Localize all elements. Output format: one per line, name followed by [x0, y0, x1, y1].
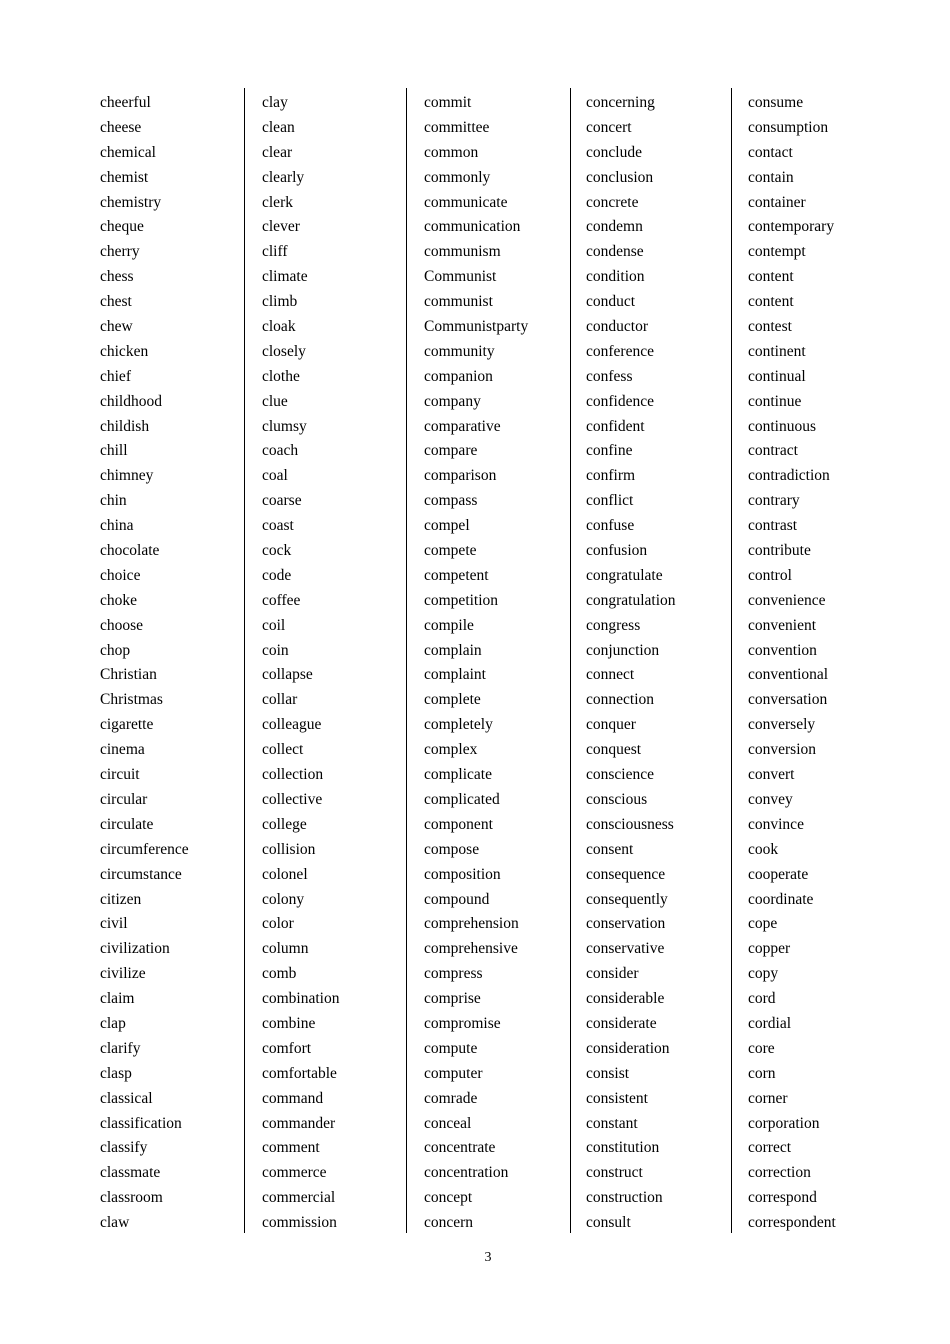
- word-entry: concerning: [586, 94, 655, 111]
- word-entry: citizen: [100, 890, 142, 908]
- word-entry: confusion: [586, 542, 648, 560]
- word-entry: cheese: [100, 118, 142, 136]
- word-entry: convenient: [748, 616, 817, 634]
- word-entry: classroom: [100, 1189, 163, 1207]
- word-entry: collision: [262, 840, 316, 858]
- word-entry: claw: [100, 1214, 130, 1232]
- word-entry: collective: [262, 790, 323, 808]
- word-entry: company: [424, 392, 481, 410]
- word-entry: contact: [748, 143, 793, 161]
- word-entry: collection: [262, 766, 324, 784]
- word-entry: concept: [424, 1189, 473, 1207]
- word-entry: content: [748, 293, 794, 311]
- word-entry: clean: [262, 118, 295, 136]
- word-entry: chill: [100, 442, 128, 460]
- word-entry: civilize: [100, 965, 146, 983]
- word-entry: collect: [262, 741, 304, 759]
- word-entry: conversation: [748, 691, 828, 709]
- word-entry: communication: [424, 218, 521, 236]
- word-entry: cigarette: [100, 716, 154, 734]
- word-entry: confident: [586, 417, 645, 435]
- word-entry: conversely: [748, 716, 816, 734]
- word-entry: convention: [748, 641, 817, 659]
- word-entry: compose: [424, 840, 480, 858]
- word-entry: compare: [424, 442, 478, 460]
- word-entry: choose: [100, 616, 144, 634]
- word-entry: conscience: [586, 766, 654, 784]
- word-entry: competent: [424, 566, 489, 584]
- word-entry: condense: [586, 243, 644, 261]
- word-entry: collar: [262, 691, 298, 709]
- word-entry: construct: [586, 1164, 643, 1182]
- word-entry: conceal: [424, 1114, 472, 1132]
- word-entry: component: [424, 815, 493, 833]
- word-entry: complex: [424, 741, 478, 759]
- word-entry: comparative: [424, 417, 501, 435]
- word-entry: core: [748, 1039, 775, 1057]
- word-entry: concentration: [424, 1164, 509, 1182]
- word-entry: completely: [424, 716, 493, 734]
- word-entry: college: [262, 815, 307, 833]
- word-entry: contribute: [748, 542, 811, 560]
- word-entry: consequence: [586, 865, 666, 883]
- word-list-1: [100, 91, 189, 1236]
- word-entry: common: [424, 143, 479, 161]
- word-entry: composition: [424, 865, 501, 883]
- word-entry: circumstance: [100, 865, 182, 883]
- word-entry: climb: [262, 293, 298, 311]
- word-entry: circulate: [100, 815, 154, 833]
- word-entry: cope: [748, 915, 778, 933]
- word-entry: commerce: [262, 1164, 327, 1182]
- word-entry: compound: [424, 890, 490, 908]
- word-entry: consume: [748, 94, 804, 111]
- word-entry: comprehension: [424, 915, 519, 933]
- word-entry: copy: [748, 965, 779, 983]
- word-entry: compete: [424, 542, 477, 560]
- word-entry: classmate: [100, 1164, 161, 1182]
- word-entry: civil: [100, 915, 128, 933]
- word-entry: circuit: [100, 766, 140, 784]
- word-entry: commission: [262, 1214, 337, 1232]
- word-list-3: [424, 91, 528, 1236]
- word-entry: cord: [748, 990, 776, 1008]
- word-entry: compel: [424, 517, 470, 535]
- word-entry: conductor: [586, 318, 648, 336]
- word-entry: complaint: [424, 666, 486, 684]
- word-entry: coarse: [262, 492, 302, 510]
- word-entry: chest: [100, 293, 132, 311]
- word-entry: computer: [424, 1064, 483, 1082]
- word-entry: clap: [100, 1014, 126, 1032]
- word-entry: continuous: [748, 417, 817, 435]
- word-entry: container: [748, 193, 806, 211]
- word-entry: concern: [424, 1214, 474, 1232]
- word-entry: commander: [262, 1114, 336, 1132]
- word-entry: clay: [262, 94, 288, 111]
- word-entry: chop: [100, 641, 131, 659]
- word-entry: communism: [424, 243, 501, 261]
- word-entry: conclusion: [586, 168, 654, 186]
- word-entry: consult: [586, 1214, 631, 1232]
- word-entry: conclude: [586, 143, 642, 161]
- word-list-2: [262, 91, 340, 1236]
- word-entry: coin: [262, 641, 289, 659]
- word-entry: comprehensive: [424, 940, 518, 958]
- word-entry: chief: [100, 367, 131, 385]
- word-entry: chicken: [100, 342, 149, 360]
- word-entry: copper: [748, 940, 791, 958]
- word-entry: childhood: [100, 392, 162, 410]
- word-entry: consider: [586, 965, 639, 983]
- word-entry: code: [262, 566, 292, 584]
- word-entry: collapse: [262, 666, 313, 684]
- word-entry: chocolate: [100, 542, 160, 560]
- word-entry: continent: [748, 342, 806, 360]
- word-entry: constant: [586, 1114, 638, 1132]
- word-entry: clerk: [262, 193, 293, 211]
- word-entry: conference: [586, 342, 654, 360]
- word-entry: combine: [262, 1014, 316, 1032]
- word-entry: chew: [100, 318, 133, 336]
- word-entry: connection: [586, 691, 655, 709]
- word-entry: cordial: [748, 1014, 792, 1032]
- word-entry: clear: [262, 143, 293, 161]
- word-entry: contradiction: [748, 467, 830, 485]
- word-entry: cheerful: [100, 94, 151, 111]
- word-entry: commit: [424, 94, 472, 111]
- word-entry: connect: [586, 666, 635, 684]
- word-entry: complicated: [424, 790, 500, 808]
- word-entry: chemistry: [100, 193, 162, 211]
- word-entry: consent: [586, 840, 634, 858]
- word-entry: contrary: [748, 492, 800, 510]
- word-entry: classify: [100, 1139, 148, 1157]
- word-entry: consideration: [586, 1039, 670, 1057]
- word-entry: cherry: [100, 243, 140, 261]
- word-column-2: [262, 88, 407, 1233]
- word-entry: civilization: [100, 940, 170, 958]
- word-entry: conquer: [586, 716, 636, 734]
- word-entry: command: [262, 1089, 324, 1107]
- word-entry: cinema: [100, 741, 145, 759]
- word-entry: consciousness: [586, 815, 674, 833]
- word-entry: communist: [424, 293, 493, 311]
- word-entry: concrete: [586, 193, 639, 211]
- word-column-3: [424, 88, 571, 1233]
- word-entry: chemical: [100, 143, 156, 161]
- word-entry: competition: [424, 591, 499, 609]
- word-entry: coach: [262, 442, 299, 460]
- word-entry: conversion: [748, 741, 817, 759]
- word-column-5: [748, 88, 908, 1233]
- word-column-1: [100, 88, 245, 1233]
- word-entry: complicate: [424, 766, 492, 784]
- word-entry: consumption: [748, 118, 829, 136]
- word-entry: constitution: [586, 1139, 660, 1157]
- word-entry: communicate: [424, 193, 508, 211]
- word-entry: clumsy: [262, 417, 307, 435]
- word-entry: conjunction: [586, 641, 660, 659]
- word-entry: column: [262, 940, 309, 958]
- word-entry: chess: [100, 268, 134, 286]
- word-entry: contain: [748, 168, 794, 186]
- word-column-4: [586, 88, 732, 1233]
- word-entry: contrast: [748, 517, 798, 535]
- word-entry: clearly: [262, 168, 305, 186]
- word-entry: congratulate: [586, 566, 663, 584]
- word-entry: coordinate: [748, 890, 814, 908]
- word-entry: color: [262, 915, 294, 933]
- word-entry: choke: [100, 591, 138, 609]
- word-entry: commonly: [424, 168, 491, 186]
- word-entry: content: [748, 268, 794, 286]
- word-entry: chin: [100, 492, 127, 510]
- page-number: 3: [484, 1250, 492, 1265]
- word-entry: concert: [586, 118, 632, 136]
- word-entry: concentrate: [424, 1139, 496, 1157]
- word-entry: colleague: [262, 716, 322, 734]
- word-entry: congratulation: [586, 591, 676, 609]
- word-entry: control: [748, 566, 792, 584]
- word-entry: Christian: [100, 666, 157, 684]
- word-entry: conventional: [748, 666, 829, 684]
- word-entry: clarify: [100, 1039, 141, 1057]
- word-entry: continual: [748, 367, 806, 385]
- word-entry: correction: [748, 1164, 811, 1182]
- word-entry: climate: [262, 268, 308, 286]
- word-entry: congress: [586, 616, 641, 634]
- word-entry: comfort: [262, 1039, 312, 1057]
- word-entry: compute: [424, 1039, 478, 1057]
- word-entry: colonel: [262, 865, 308, 883]
- word-entry: consistent: [586, 1089, 648, 1107]
- word-entry: contempt: [748, 243, 806, 261]
- word-entry: classification: [100, 1114, 182, 1132]
- word-entry: contest: [748, 318, 792, 336]
- word-entry: classical: [100, 1089, 153, 1107]
- word-entry: corner: [748, 1089, 788, 1107]
- word-entry: cheque: [100, 218, 144, 236]
- word-list-5: [748, 91, 836, 1236]
- word-entry: correspond: [748, 1189, 817, 1207]
- word-entry: convert: [748, 766, 795, 784]
- word-entry: coal: [262, 467, 288, 485]
- word-entry: comrade: [424, 1089, 478, 1107]
- word-entry: community: [424, 342, 495, 360]
- word-entry: committee: [424, 118, 490, 136]
- word-entry: considerate: [586, 1014, 657, 1032]
- word-entry: clothe: [262, 367, 300, 385]
- word-entry: colony: [262, 890, 305, 908]
- word-entry: comparison: [424, 467, 497, 485]
- word-entry: convey: [748, 790, 793, 808]
- word-entry: conservation: [586, 915, 666, 933]
- word-entry: combination: [262, 990, 340, 1008]
- word-entry: consist: [586, 1064, 630, 1082]
- word-entry: correct: [748, 1139, 792, 1157]
- word-entry: conduct: [586, 293, 636, 311]
- word-entry: chemist: [100, 168, 149, 186]
- word-entry: condition: [586, 268, 645, 286]
- word-entry: clue: [262, 392, 288, 410]
- word-entry: compass: [424, 492, 478, 510]
- word-entry: cliff: [262, 243, 288, 261]
- word-entry: comfortable: [262, 1064, 337, 1082]
- word-entry: clever: [262, 218, 300, 236]
- word-entry: Communist: [424, 268, 497, 286]
- word-entry: Christmas: [100, 691, 163, 709]
- word-entry: confuse: [586, 517, 635, 535]
- word-entry: coffee: [262, 591, 301, 609]
- word-entry: condemn: [586, 218, 643, 236]
- word-entry: china: [100, 517, 134, 535]
- word-entry: consequently: [586, 890, 668, 908]
- word-entry: confidence: [586, 392, 654, 410]
- word-entry: circumference: [100, 840, 189, 858]
- word-entry: cook: [748, 840, 779, 858]
- word-entry: cooperate: [748, 865, 809, 883]
- word-entry: convenience: [748, 591, 826, 609]
- word-entry: childish: [100, 417, 150, 435]
- word-entry: corporation: [748, 1114, 820, 1132]
- word-entry: claim: [100, 990, 135, 1008]
- word-entry: commercial: [262, 1189, 336, 1207]
- word-entry: complain: [424, 641, 482, 659]
- word-entry: chimney: [100, 467, 154, 485]
- word-entry: contract: [748, 442, 798, 460]
- word-entry: convince: [748, 815, 804, 833]
- word-entry: construction: [586, 1189, 663, 1207]
- word-entry: Communistparty: [424, 318, 529, 336]
- word-entry: comb: [262, 965, 297, 983]
- word-entry: conscious: [586, 790, 648, 808]
- word-entry: coast: [262, 517, 294, 535]
- word-entry: companion: [424, 367, 493, 385]
- word-entry: considerable: [586, 990, 665, 1008]
- word-entry: choice: [100, 566, 141, 584]
- word-entry: circular: [100, 790, 148, 808]
- word-entry: closely: [262, 342, 306, 360]
- word-entry: conflict: [586, 492, 634, 510]
- word-entry: conquest: [586, 741, 642, 759]
- word-entry: compromise: [424, 1014, 501, 1032]
- word-entry: cloak: [262, 318, 296, 336]
- word-entry: clasp: [100, 1064, 132, 1082]
- word-entry: coil: [262, 616, 286, 634]
- word-entry: continue: [748, 392, 802, 410]
- word-entry: correspondent: [748, 1214, 836, 1232]
- word-entry: corn: [748, 1064, 776, 1082]
- word-entry: confine: [586, 442, 633, 460]
- word-entry: confess: [586, 367, 633, 385]
- word-entry: compile: [424, 616, 474, 634]
- word-entry: cock: [262, 542, 292, 560]
- word-entry: conservative: [586, 940, 665, 958]
- word-entry: compress: [424, 965, 483, 983]
- word-entry: confirm: [586, 467, 636, 485]
- word-entry: contemporary: [748, 218, 835, 236]
- word-entry: comprise: [424, 990, 481, 1008]
- word-entry: comment: [262, 1139, 320, 1157]
- word-list-4: [586, 91, 676, 1236]
- word-entry: complete: [424, 691, 481, 709]
